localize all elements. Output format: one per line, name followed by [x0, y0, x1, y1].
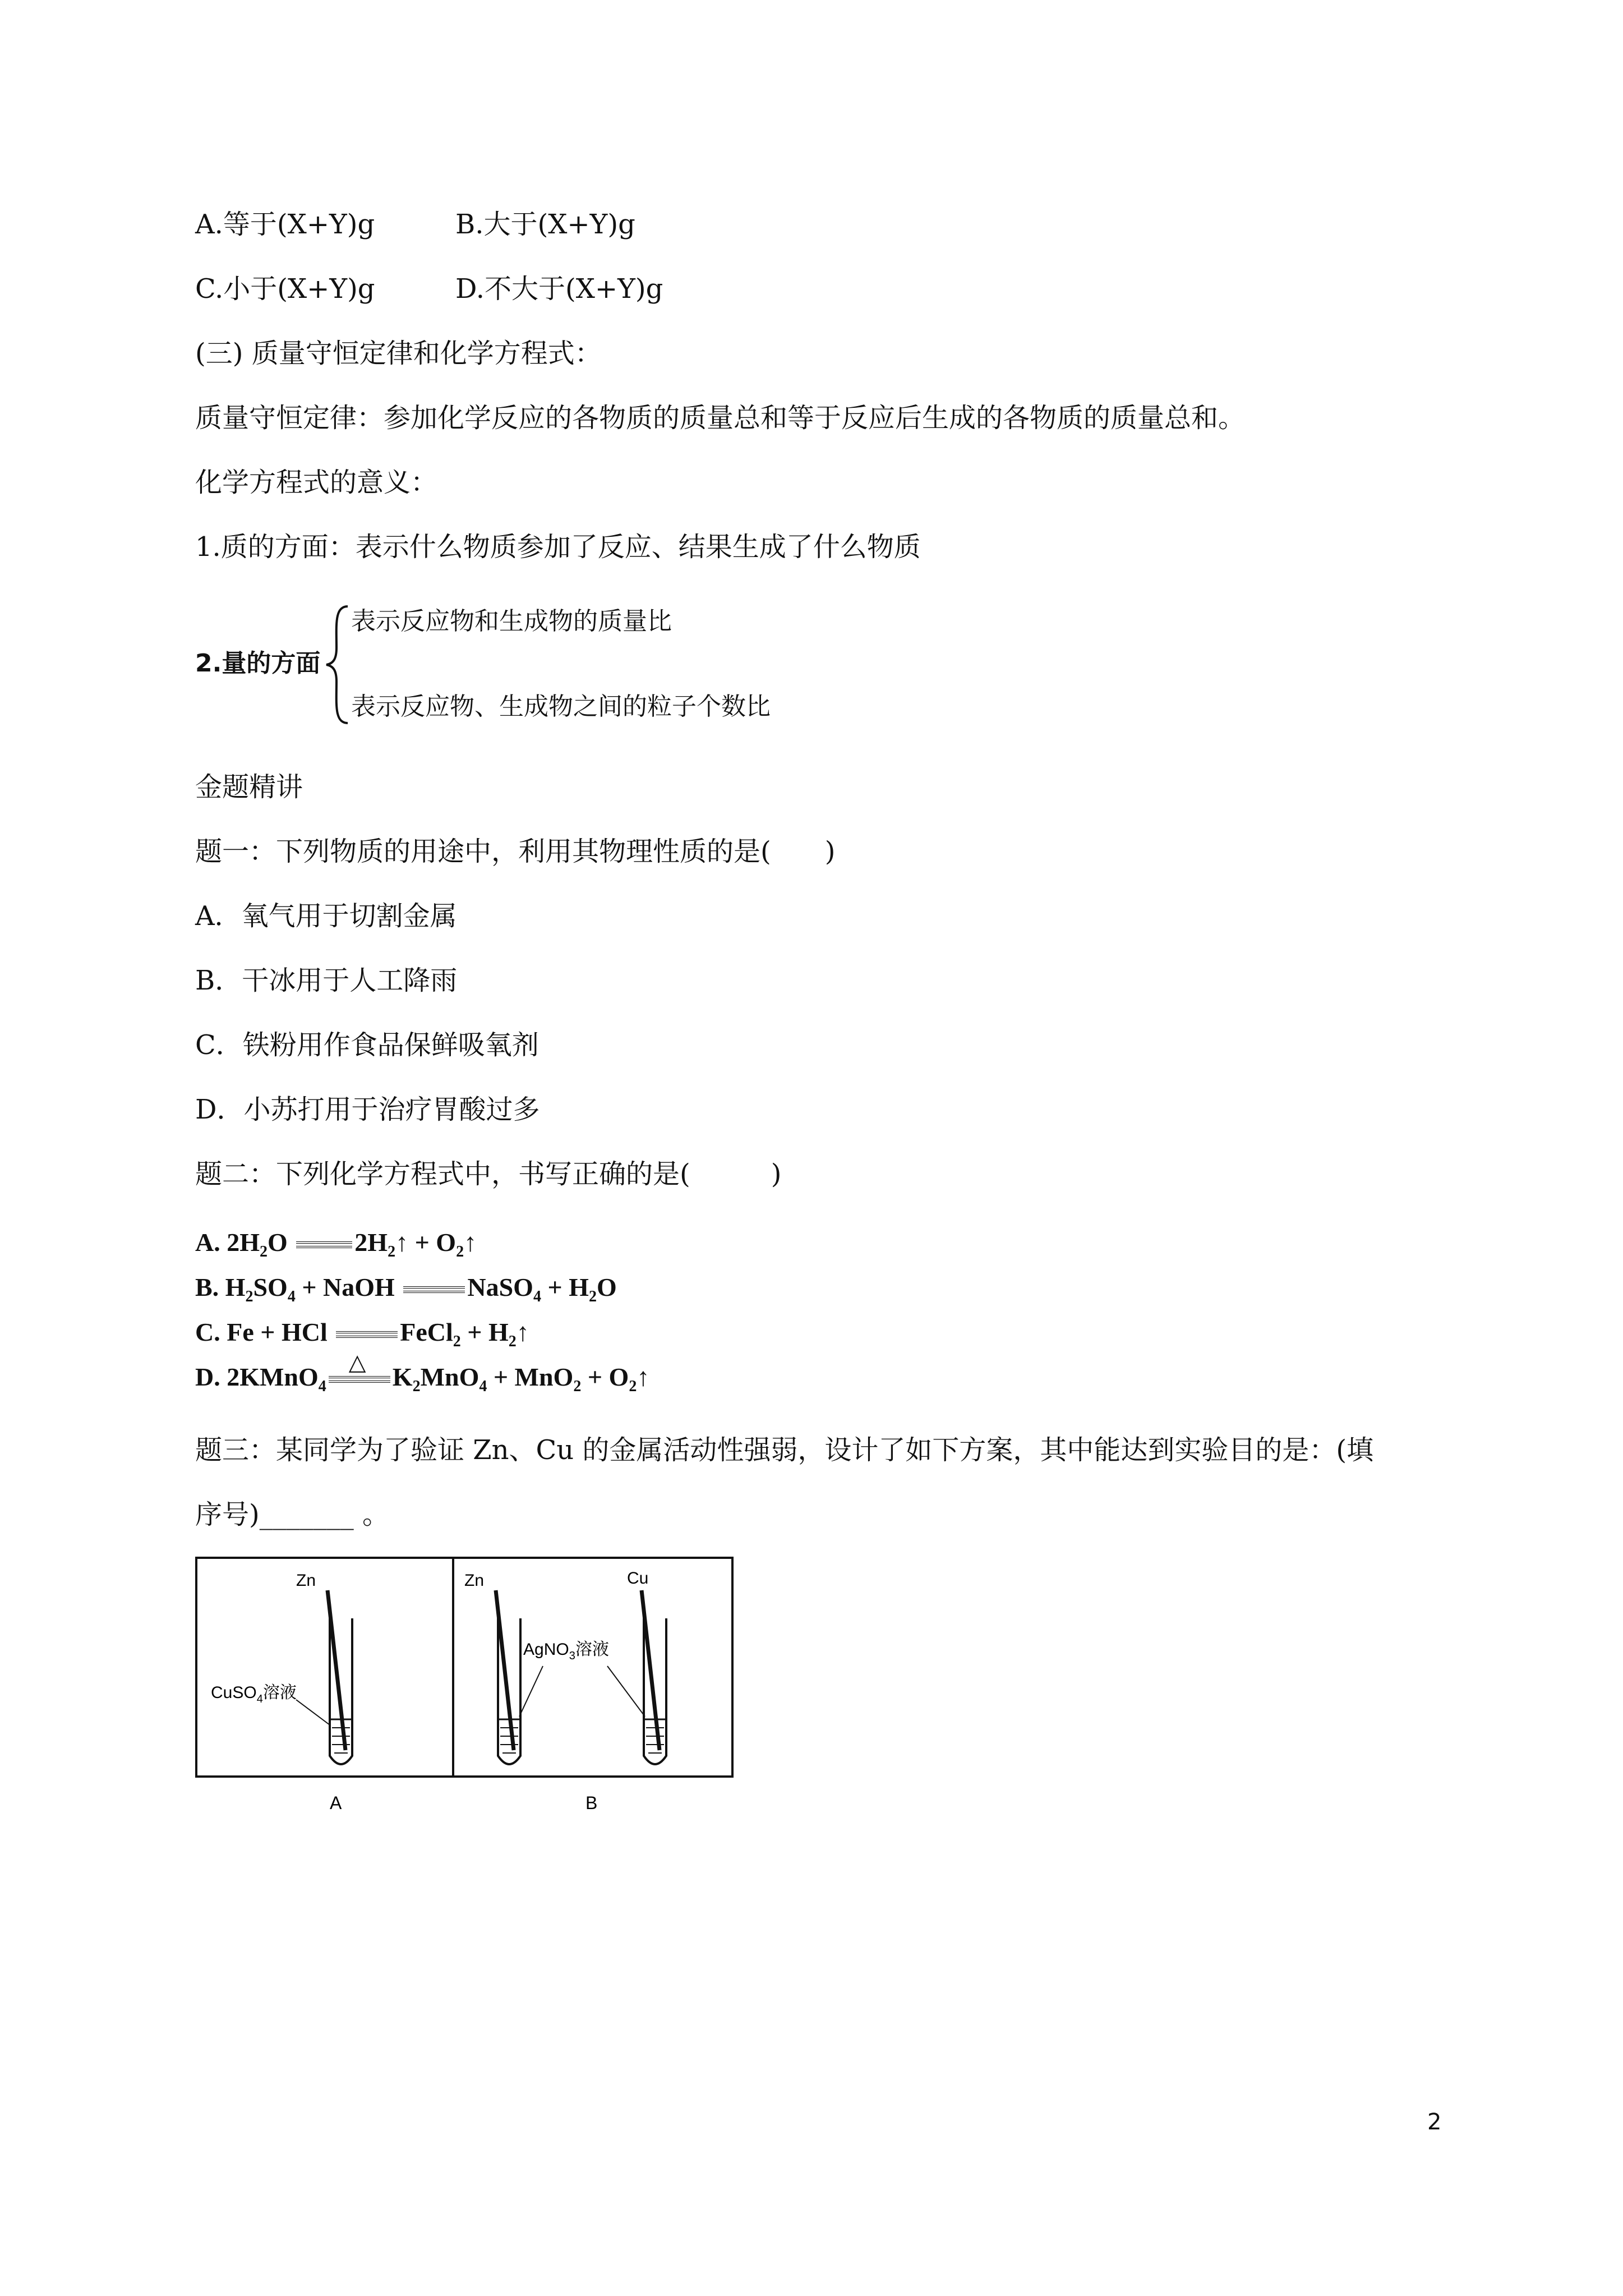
equation-meaning-heading: 化学方程式的意义：	[195, 467, 438, 498]
meaning-item1: 1.质的方面：表示什么物质参加了反应、结果生成了什么物质	[195, 531, 921, 563]
test-tube-b-right	[607, 1590, 666, 1764]
curly-brace-icon	[324, 603, 352, 726]
meaning-item2-line1: 表示反应物和生成物的质量比	[351, 607, 672, 636]
conservation-law: 质量守恒定律：参加化学反应的各物质的质量总和等于反应后生成的各物质的质量总和。	[195, 402, 1246, 434]
test-tube-a	[296, 1590, 352, 1764]
q2-stem: 题二：下列化学方程式中，书写正确的是( )	[195, 1158, 782, 1190]
q2-equation-a: A. $2H_2O$ $2H_2↑$ + $O_2↑$	[195, 1228, 477, 1261]
q1-option-a: A．氧气用于切割金属	[195, 900, 457, 932]
q2-equation-b: B. $H_2SO_4$ + NaOH NaSO$_4$ + $H_2O$	[195, 1273, 617, 1306]
q3-stem-line1: 题三：某同学为了验证 Zn、Cu 的金属活动性强弱，设计了如下方案，其中能达到实验目的是：(填	[195, 1434, 1374, 1466]
jinti-heading: 金题精讲	[195, 771, 303, 803]
label-a: A	[330, 1793, 342, 1813]
up-arrow-icon: ↑	[395, 1228, 409, 1257]
option-d-prev: D.不大于(X+Y)g	[455, 273, 663, 305]
section3-heading: (三) 质量守恒定律和化学方程式：	[195, 338, 602, 369]
up-arrow-icon: ↑	[464, 1228, 477, 1257]
meaning-item2-label: 2.量的方面	[195, 649, 321, 678]
test-tube-b-left	[496, 1590, 543, 1764]
page-number: 2	[1427, 2109, 1442, 2135]
q1-option-d: D．小苏打用于治疗胃酸过多	[195, 1094, 540, 1125]
q2-equation-c: C. Fe + HCl FeCl$_2$ + $H_2↑$	[195, 1318, 529, 1351]
q1-option-c: C．铁粉用作食品保鲜吸氧剂	[195, 1029, 539, 1061]
q1-stem: 题一：下列物质的用途中，利用其物理性质的是( )	[195, 836, 836, 867]
label-b: B	[585, 1793, 598, 1813]
label-zn-b: Zn	[464, 1571, 485, 1590]
up-arrow-icon: ↑	[516, 1318, 529, 1346]
meaning-item2-line2: 表示反应物、生成物之间的粒子个数比	[351, 692, 771, 721]
up-arrow-icon: ↑	[637, 1363, 650, 1391]
experiment-figure	[195, 1557, 734, 1826]
option-c-prev: C.小于(X+Y)g	[195, 273, 375, 305]
q3-stem-line2: 序号)_______ 。	[195, 1499, 389, 1530]
q1-option-b: B．干冰用于人工降雨	[195, 965, 458, 996]
option-a-prev: A.等于(X+Y)g	[195, 209, 375, 240]
heat-triangle-icon: △	[348, 1350, 366, 1375]
label-zn-a: Zn	[296, 1571, 316, 1590]
label-cu-b: Cu	[627, 1569, 649, 1588]
q2-equation-d: D. 2KMnO$_4$ △ $K_2MnO_4 + MnO_2$ + $O_2↑$	[195, 1360, 649, 1404]
label-agno3: AgNO$_3$溶液	[523, 1640, 609, 1662]
label-cuso4: CuSO$_4$溶液	[211, 1683, 297, 1705]
option-b-prev: B.大于(X+Y)g	[455, 209, 635, 240]
